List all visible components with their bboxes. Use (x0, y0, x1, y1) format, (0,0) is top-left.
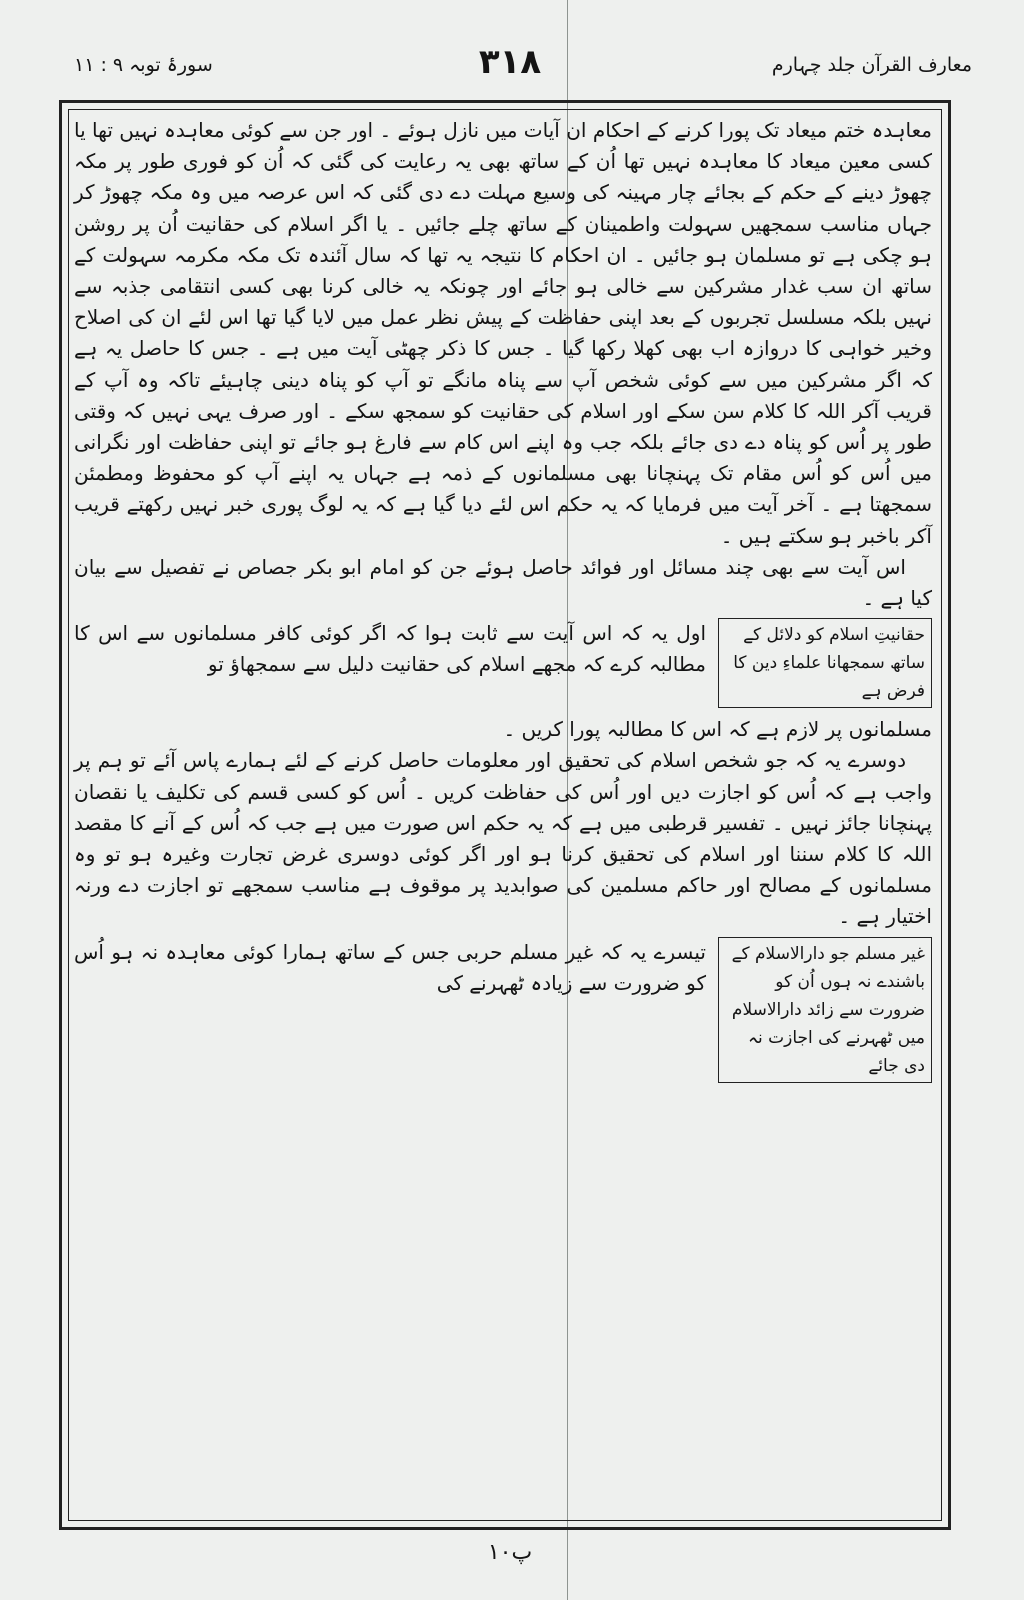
section-1-text: اول یہ کہ اس آیت سے ثابت ہوا کہ اگر کوئی کافر مسلمانوں سے اس کا مطالبہ کرے کہ مجھے اسلام کی حقانیت دلیل سے سمجھاؤ تو (74, 621, 706, 677)
paragraph-3: دوسرے یہ کہ جو شخص اسلام کی تحقیق اور معلومات حاصل کرنے کے لئے ہمارے پاس آئے تو ہم پر واجب ہے کہ اُس کو اجازت دیں اور اُس کی حفاظت کریں ۔ اُس کو کسی قسم کی تکلیف یا نقصان پہنچانا جائز نہیں ۔ تفسیر قرطبی میں ہے کہ یہ حکم اس صورت میں ہے جب کہ اُس کے آنے کا مقصد اللہ کا کلام سننا اور اسلام کی تحقیق کرنا ہو اور اگر کوئی دوسری غرض تجارت وغیرہ ہو تو وہ مسلمانوں کے مصالح اور حاکم مسلمین کی صوابدید پر موقوف ہے مناسب سمجھے تو اجازت دے ورنہ اختیار ہے ۔ (74, 748, 932, 929)
paragraph-1: معاہدہ ختم میعاد تک پورا کرنے کے احکام ان آیات میں نازل ہوئے ۔ اور جن سے کوئی معاہدہ نہیں تھا یا کسی معین میعاد کا معاہدہ نہیں تھا اُن کے ساتھ بھی یہ رعایت کی گئی کہ اُن کو فوری طور پر مکہ چھوڑ دینے کے حکم کے بجائے چار مہینہ کی وسیع مہلت دے دی گئی کہ اس عرصہ میں وہ مکہ چھوڑ کر جہاں مناسب سمجھیں سہولت واطمینان کے ساتھ چلے جائیں ۔ یا اگر اسلام کی حقانیت اُن پر روشن ہو چکی ہے تو مسلمان ہو جائیں ۔ ان احکام کا نتیجہ یہ تھا کہ سال آئندہ تک مکہ مکرمہ سہولت کے ساتھ ان سب غدار مشرکین سے خالی ہو جائے اور چونکہ یہ خالی کرنا بھی کسی انتقامی جذبہ سے نہیں بلکہ مسلسل تجربوں کے بعد اپنی حفاظت کے پیش نظر عمل میں لایا گیا تھا اس لئے ان کی اصلاح وخیر خواہی کا دروازہ اب بھی کھلا رکھا گیا ۔ جس کا ذکر چھٹی آیت میں ہے ۔ جس کا حاصل یہ ہے کہ اگر مشرکین میں سے کوئی شخص آپ سے پناہ مانگے تو آپ کو پناہ دینی چاہیئے تاکہ وہ آپ کے قریب آکر اللہ کا کلام سن سکے اور اسلام کی حقانیت کو سمجھ سکے ۔ اور صرف یہی نہیں کہ وقتی طور پر اُس کو پناہ دے دی جائے بلکہ جب وہ اپنے اس کام سے فارغ ہو جائے تو اپنی حفاظت اور نگرانی میں اُس کو اُس مقام تک پہنچانا بھی مسلمانوں کے ذمہ ہے جہاں یہ اپنے آپ کو محفوظ ومطمئن سمجھتا ہے ۔ آخر آیت میں فرمایا کہ یہ حکم اس لئے دیا گیا ہے کہ یہ لوگ پوری خبر نہیں رکھتے قریب آکر باخبر ہو سکتے ہیں ۔ (74, 118, 932, 548)
side-note-2: غیر مسلم جو دارالاسلام کے باشندے نہ ہوں اُن کو ضرورت سے زائد دارالاسلام میں ٹھہرنے کی اجازت نہ دی جائے (718, 937, 932, 1083)
page-frame (59, 100, 951, 1530)
surah-reference: سورۂ توبہ ۹ : ۱۱ (74, 54, 213, 76)
section-3-row (74, 937, 932, 1083)
book-title: معارف القرآن جلد چہارم (771, 54, 972, 76)
section-1-row (74, 618, 932, 708)
section-1-continuation: مسلمانوں پر لازم ہے کہ اس کا مطالبہ پورا کریں ۔ (503, 717, 932, 742)
footer-mark: پ۱۰ (487, 1540, 533, 1565)
section-3-text: تیسرے یہ کہ غیر مسلم حربی جس کے ساتھ ہمارا کوئی معاہدہ نہ ہو اُس کو ضرورت سے زیادہ ٹھہرنے کی (74, 939, 706, 995)
page-body (74, 115, 932, 1089)
side-note-1: حقانیتِ اسلام کو دلائل کے ساتھ سمجھانا علماءِ دین کا فرض ہے (718, 618, 932, 708)
page-number: ۳۱۸ (478, 42, 542, 82)
paragraph-2: اس آیت سے بھی چند مسائل اور فوائد حاصل ہوئے جن کو امام ابو بکر جصاص نے تفصیل سے بیان کیا ہے ۔ (74, 554, 932, 611)
